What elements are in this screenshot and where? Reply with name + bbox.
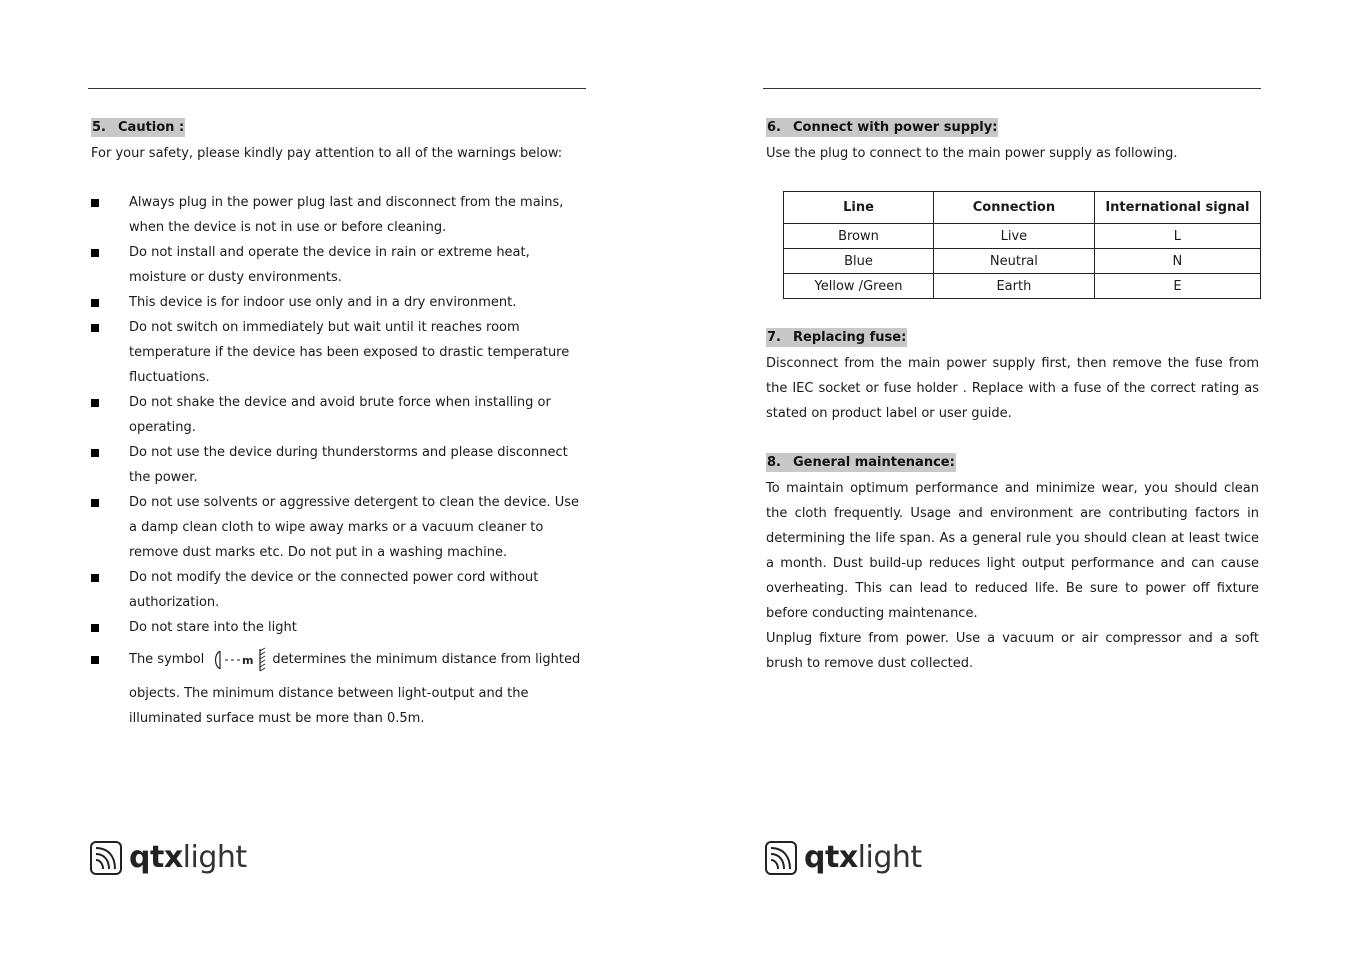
caution-intro: For your safety, please kindly pay attention to all of the warnings below: bbox=[91, 146, 563, 161]
list-item: Do not modify the device or the connected power cord without authorization. bbox=[91, 565, 586, 615]
table-header-row bbox=[784, 192, 1261, 224]
list-item: This device is for indoor use only and in a dry environment. bbox=[91, 290, 586, 315]
qtx-logo bbox=[765, 840, 922, 876]
section-7-heading: 7. Replacing fuse: bbox=[767, 330, 907, 345]
table-row: Blue Neutral N bbox=[784, 249, 1261, 274]
qtx-logo-icon bbox=[90, 841, 122, 875]
section-title: Caution : bbox=[118, 120, 185, 135]
list-item: Do not shake the device and avoid brute force when installing or operating. bbox=[91, 390, 586, 440]
list-item: Do not switch on immediately but wait until it reaches room temperature if the device has been exposed to drastic temperature fluctuations. bbox=[91, 315, 586, 390]
list-item: Do not use the device during thunderstorms and please disconnect the power. bbox=[91, 440, 586, 490]
list-item: Do not stare into the light bbox=[91, 615, 586, 640]
fuse-text: Disconnect from the main power supply first, then remove the fuse from the IEC socket or fuse holder . Replace with a fuse of the correct rating as stated on product label or user guide. bbox=[766, 356, 1259, 421]
header-rule bbox=[763, 88, 1261, 89]
min-distance-symbol-icon bbox=[212, 647, 270, 673]
list-item-symbol: The symbol m determines the minimum distance from lighted objects. The minimum distance between light-output and the illuminated surface must be more than 0.5m. bbox=[91, 644, 586, 731]
power-connection-table bbox=[783, 191, 1261, 299]
right-page bbox=[763, 0, 1261, 954]
bullet-square-icon bbox=[91, 299, 99, 307]
list-item: Always plug in the power plug last and disconnect from the mains, when the device is not in use or before cleaning. bbox=[91, 190, 586, 240]
power-intro: Use the plug to connect to the main power supply as following. bbox=[766, 146, 1178, 161]
bullet-square-icon bbox=[91, 324, 99, 332]
header-rule bbox=[88, 88, 586, 89]
section-5-heading bbox=[91, 118, 185, 137]
section-number: 5. bbox=[92, 120, 106, 135]
bullet-square-icon bbox=[91, 399, 99, 407]
svg-text:m: m bbox=[242, 653, 254, 667]
qtx-logo bbox=[90, 840, 247, 876]
table-row: Yellow /Green Earth E bbox=[784, 274, 1261, 299]
bullet-square-icon bbox=[91, 249, 99, 257]
section-8-heading: 8. General maintenance: bbox=[767, 455, 955, 470]
maintenance-text: To maintain optimum performance and minimize wear, you should clean the cloth frequently. Usage and environment are contributing factors in determining the life span. As a general rule you should clean at least twice a month. Dust build-up reduces light output performance and can cause overheating. This can lead to reduced life. Be sure to power off fixture before conducting maintenance. bbox=[766, 481, 1259, 621]
bullet-square-icon bbox=[91, 574, 99, 582]
caution-list bbox=[91, 190, 586, 731]
logo-wordmark: qtxlight bbox=[129, 840, 247, 875]
section-6-heading: 6. Connect with power supply: bbox=[767, 120, 998, 135]
column-header: Connection bbox=[933, 192, 1094, 224]
qtx-logo-icon bbox=[765, 841, 797, 875]
bullet-square-icon bbox=[91, 499, 99, 507]
bullet-square-icon bbox=[91, 624, 99, 632]
column-header: International signal bbox=[1094, 192, 1260, 224]
left-page bbox=[88, 0, 586, 954]
column-header: Line bbox=[784, 192, 934, 224]
table-row: Brown Live L bbox=[784, 224, 1261, 249]
logo-wordmark: qtxlight bbox=[804, 840, 922, 875]
list-item: Do not install and operate the device in rain or extreme heat, moisture or dusty environments. bbox=[91, 240, 586, 290]
bullet-square-icon bbox=[91, 449, 99, 457]
list-item: Do not use solvents or aggressive detergent to clean the device. Use a damp clean cloth to wipe away marks or a vacuum cleaner to remove dust marks etc. Do not put in a washing machine. bbox=[91, 490, 586, 565]
bullet-square-icon bbox=[91, 199, 99, 207]
maintenance-text-2: Unplug fixture from power. Use a vacuum or air compressor and a soft brush to remove dust collected. bbox=[766, 631, 1259, 671]
bullet-square-icon bbox=[91, 656, 99, 664]
